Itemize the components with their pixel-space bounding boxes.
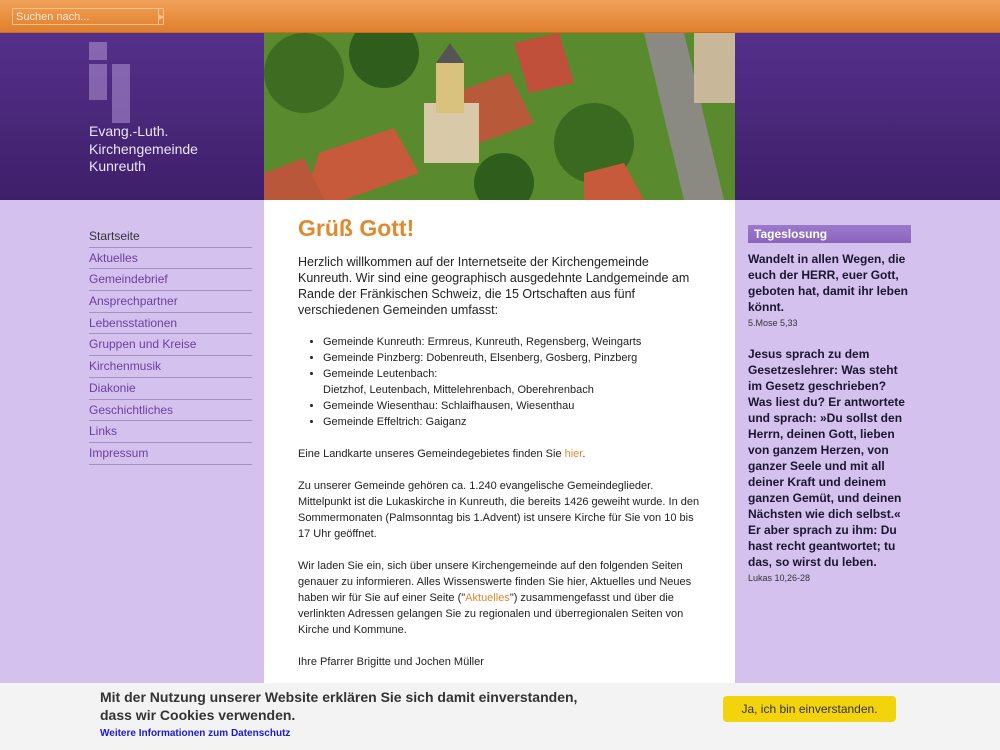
list-item-line: Dietzhof, Leutenbach, Mittelehrenbach, Oberehrenbach	[323, 384, 594, 396]
accept-cookies-button[interactable]: Ja, ich bin einverstanden.	[723, 696, 896, 722]
search-box	[12, 8, 164, 25]
nav-item-links[interactable]: Links	[89, 421, 252, 443]
verse-reference: 5.Mose 5,33	[748, 318, 798, 328]
cookie-text: Mit der Nutzung unserer Website erklären Sie sich damit einverstanden, dass wir Cookies verwenden.	[100, 689, 578, 723]
search-input[interactable]	[13, 9, 158, 24]
search-button[interactable]	[158, 9, 164, 24]
municipality-list	[323, 334, 701, 430]
daily-verse-sidebar	[748, 225, 911, 601]
list-item: • Gemeinde Wiesenthau: Schlaifhausen, Wiesenthau	[323, 398, 701, 414]
nav-item-gruppen-und-kreise[interactable]: Gruppen und Kreise	[89, 334, 252, 356]
play-arrow-icon: ▶	[159, 13, 165, 21]
church-aerial-image	[264, 33, 735, 200]
main-navigation	[89, 226, 252, 465]
nav-item-aktuelles[interactable]: Aktuelles	[89, 248, 252, 270]
list-item: • Gemeinde Pinzberg: Dobenreuth, Elsenberg, Gosberg, Pinzberg	[323, 350, 701, 366]
signature: Ihre Pfarrer Brigitte und Jochen Müller	[298, 656, 484, 668]
organization-name	[89, 123, 198, 176]
header-photo-church-aerial	[264, 33, 735, 200]
top-bar	[0, 0, 1000, 33]
list-item: • Gemeinde Effeltrich: Gaiganz	[323, 414, 701, 430]
page-title: Grüß Gott!	[298, 215, 415, 241]
main-content	[264, 200, 735, 750]
org-line: Evang.-Luth.	[89, 123, 169, 139]
cookie-banner	[0, 683, 1000, 750]
org-line: Kirchengemeinde	[89, 140, 198, 157]
map-paragraph	[298, 446, 701, 462]
org-line: Kunreuth	[89, 158, 146, 174]
invite-paragraph	[298, 558, 701, 638]
list-item: • Gemeinde Kunreuth: Ermreus, Kunreuth, Regensberg, Weingarts	[323, 334, 701, 350]
map-link[interactable]: hier	[564, 448, 583, 460]
nav-item-startseite[interactable]: Startseite	[89, 226, 252, 248]
privacy-link[interactable]: Weitere Informationen zum Datenschutz	[100, 728, 291, 739]
verse-reference: Lukas 10,26-28	[748, 573, 811, 583]
sidebar-title: Tageslosung	[748, 225, 911, 243]
list-item	[323, 366, 701, 398]
nav-item-ansprechpartner[interactable]: Ansprechpartner	[89, 291, 252, 313]
nav-item-impressum[interactable]: Impressum	[89, 443, 252, 465]
nav-item-gemeindebrief[interactable]: Gemeindebrief	[89, 269, 252, 291]
map-end: .	[582, 448, 586, 460]
nav-item-lebensstationen[interactable]: Lebensstationen	[89, 313, 252, 335]
verse-text: Wandelt in allen Wegen, die euch der HERR, euer Gott, geboten hat, damit ihr leben könnt.	[748, 252, 909, 314]
members-paragraph: Zu unserer Gemeinde gehören ca. 1.240 evangelische Gemeindeglieder. Mittelpunkt ist die Lukaskirche in Kunreuth, die bereits 1426 geweiht wurde. In den Sommermonaten (Palmsonntag bis 1.Advent) ist unsere Kirche für Sie von 10 bis 17 Uhr geöffnet.	[298, 480, 700, 540]
nav-item-kirchenmusik[interactable]: Kirchenmusik	[89, 356, 252, 378]
header-left	[0, 33, 264, 200]
nav-item-geschichtliches[interactable]: Geschichtliches	[89, 400, 252, 422]
verse-text: Jesus sprach zu dem Gesetzeslehrer: Was steht im Gesetz geschrieben? Was liest du? Er antwortete und sprach: »Du sollst den Herrn, deinen Gott, lieben von ganzem Herzen, von ganzer Seele und mit all deiner Kraft und deinem ganzen Gemüt, und deinen Nächsten wie dich selbst.« Er aber sprach zu ihm: Du hast recht geantwortet; tu das, so wirst du leben.	[748, 347, 905, 569]
intro-paragraph: Herzlich willkommen auf der Internetseite der Kirchengemeinde Kunreuth. Wir sind eine geographisch ausgedehnte Landgemeinde am Rande der Fränkischen Schweiz, die 15 Ortschaften aus fünf verschiedenen Gemeinden umfasst:	[298, 255, 690, 317]
map-text: Eine Landkarte unseres Gemeindegebietes finden Sie	[298, 448, 565, 460]
list-item-line: Gemeinde Leutenbach:	[323, 368, 438, 380]
nav-item-diakonie[interactable]: Diakonie	[89, 378, 252, 400]
aktuelles-link[interactable]: Aktuelles	[465, 592, 510, 604]
invite-text: ") zusammengefasst und über die verlinkten Adressen gelangen Sie zu regionalen und überregionalen Seiten von Kirche und Kommune.	[298, 592, 684, 636]
invite-text: Wir laden Sie ein, sich über unsere Kirchengemeinde auf den folgenden Seiten genauer zu informieren. Alles Wissenswerte finden Sie hier, Aktuelles und Neues haben wir für Sie auf einer Seite ("	[298, 560, 692, 604]
header-right	[735, 33, 1000, 200]
